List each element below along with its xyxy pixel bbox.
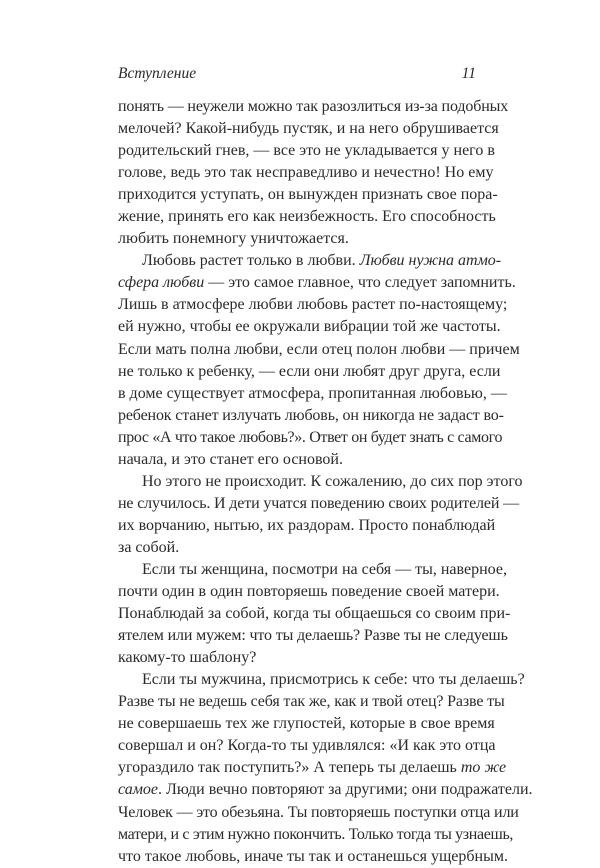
text-line: прос «А что такое любовь?». Ответ он будет знать с самого xyxy=(118,428,503,446)
text-span: угораздило так поступить?» А теперь ты делаешь xyxy=(118,759,461,777)
text-line: не случилось. И дети учатся поведению своих родителей — xyxy=(118,494,519,512)
text-line: начала, и это станет его основой. xyxy=(118,450,343,468)
text-line: Разве ты не ведешь себя так же, как и твой отец? Разве ты xyxy=(118,693,505,711)
text-line: не совершаешь тех же глупостей, которые в свое время xyxy=(118,715,495,733)
text-line: в доме существует атмосфера, пропитанная любовью, — xyxy=(118,384,507,402)
text-line: какому-то шаблону? xyxy=(118,649,257,667)
text-line: понять — неужели можно так разозлиться из-за подобных xyxy=(118,98,509,115)
running-head-section-title: Вступление xyxy=(118,65,197,82)
emphasis-text: то же xyxy=(460,759,507,777)
text-line: Понаблюдай за собой, когда ты общаешься со своим при- xyxy=(118,605,511,623)
text-line: голове, ведь это так несправедливо и нечестно! Но ему xyxy=(118,164,494,182)
text-line: их ворчанию, нытью, их раздорам. Просто понаблюдай xyxy=(118,516,496,534)
text-line: Если ты мужчина, присмотрись к себе: что ты делаешь? xyxy=(142,671,525,689)
text-line: Если ты женщина, посмотри на себя — ты, наверное, xyxy=(142,560,507,578)
text-line: ятелем или мужем: что ты делаешь? Разве ты не следуешь xyxy=(118,627,508,645)
text-line xyxy=(118,757,507,779)
page-number: 11 xyxy=(461,65,476,82)
text-line xyxy=(118,250,502,272)
text-line: приходится уступать, он вынужден признать свое пора- xyxy=(118,186,498,204)
text-line: любить понемногу уничтожается. xyxy=(118,230,349,248)
text-span: . Люди вечно повторяют за другими; они подражатели. xyxy=(158,781,533,799)
text-line: Человек — это обезьяна. Ты повторяешь поступки отца или xyxy=(118,803,519,821)
text-line: Лишь в атмосфере любви любовь растет по-настоящему; xyxy=(118,296,508,314)
body-text xyxy=(118,96,533,868)
text-line: совершал и он? Когда-то ты удивлялся: «И как это отца xyxy=(118,737,496,755)
emphasis-text: самое xyxy=(118,781,158,799)
text-line: ей нужно, чтобы ее окружали вибрации той же частоты. xyxy=(118,318,501,336)
running-header xyxy=(118,63,476,85)
text-span: Любовь растет только в любви. xyxy=(142,252,360,270)
text-line: Но этого не происходит. К сожалению, до сих пор этого xyxy=(142,472,523,490)
text-line xyxy=(118,272,516,294)
text-line: ребенок станет излучать любовь, он никогда не задаст во- xyxy=(118,406,504,424)
text-line: за собой. xyxy=(118,538,180,556)
text-line: не только к ребенку, — если они любят друг друга, если xyxy=(118,362,501,380)
text-span: — это самое главное, что следует запомнить. xyxy=(204,274,516,292)
text-line: Если мать полна любви, если отец полон любви — причем xyxy=(118,340,520,358)
text-line: мелочей? Какой-нибудь пустяк, и на него обрушивается xyxy=(118,120,499,138)
emphasis-text: сфера любви xyxy=(118,274,205,292)
text-line: что такое любовь, иначе ты так и останешься ущербным. xyxy=(118,847,508,865)
text-line: матери, и с этим нужно покончить. Только тогда ты узнаешь, xyxy=(118,825,514,843)
text-line: жение, принять его как неизбежность. Его способность xyxy=(118,208,496,226)
emphasis-text: Любви нужна атмо- xyxy=(359,252,502,270)
text-line xyxy=(118,779,533,801)
text-line: родительский гнев, — все это не укладывается у него в xyxy=(118,142,495,160)
text-line: почти один в один повторяешь поведение своей матери. xyxy=(118,583,500,601)
